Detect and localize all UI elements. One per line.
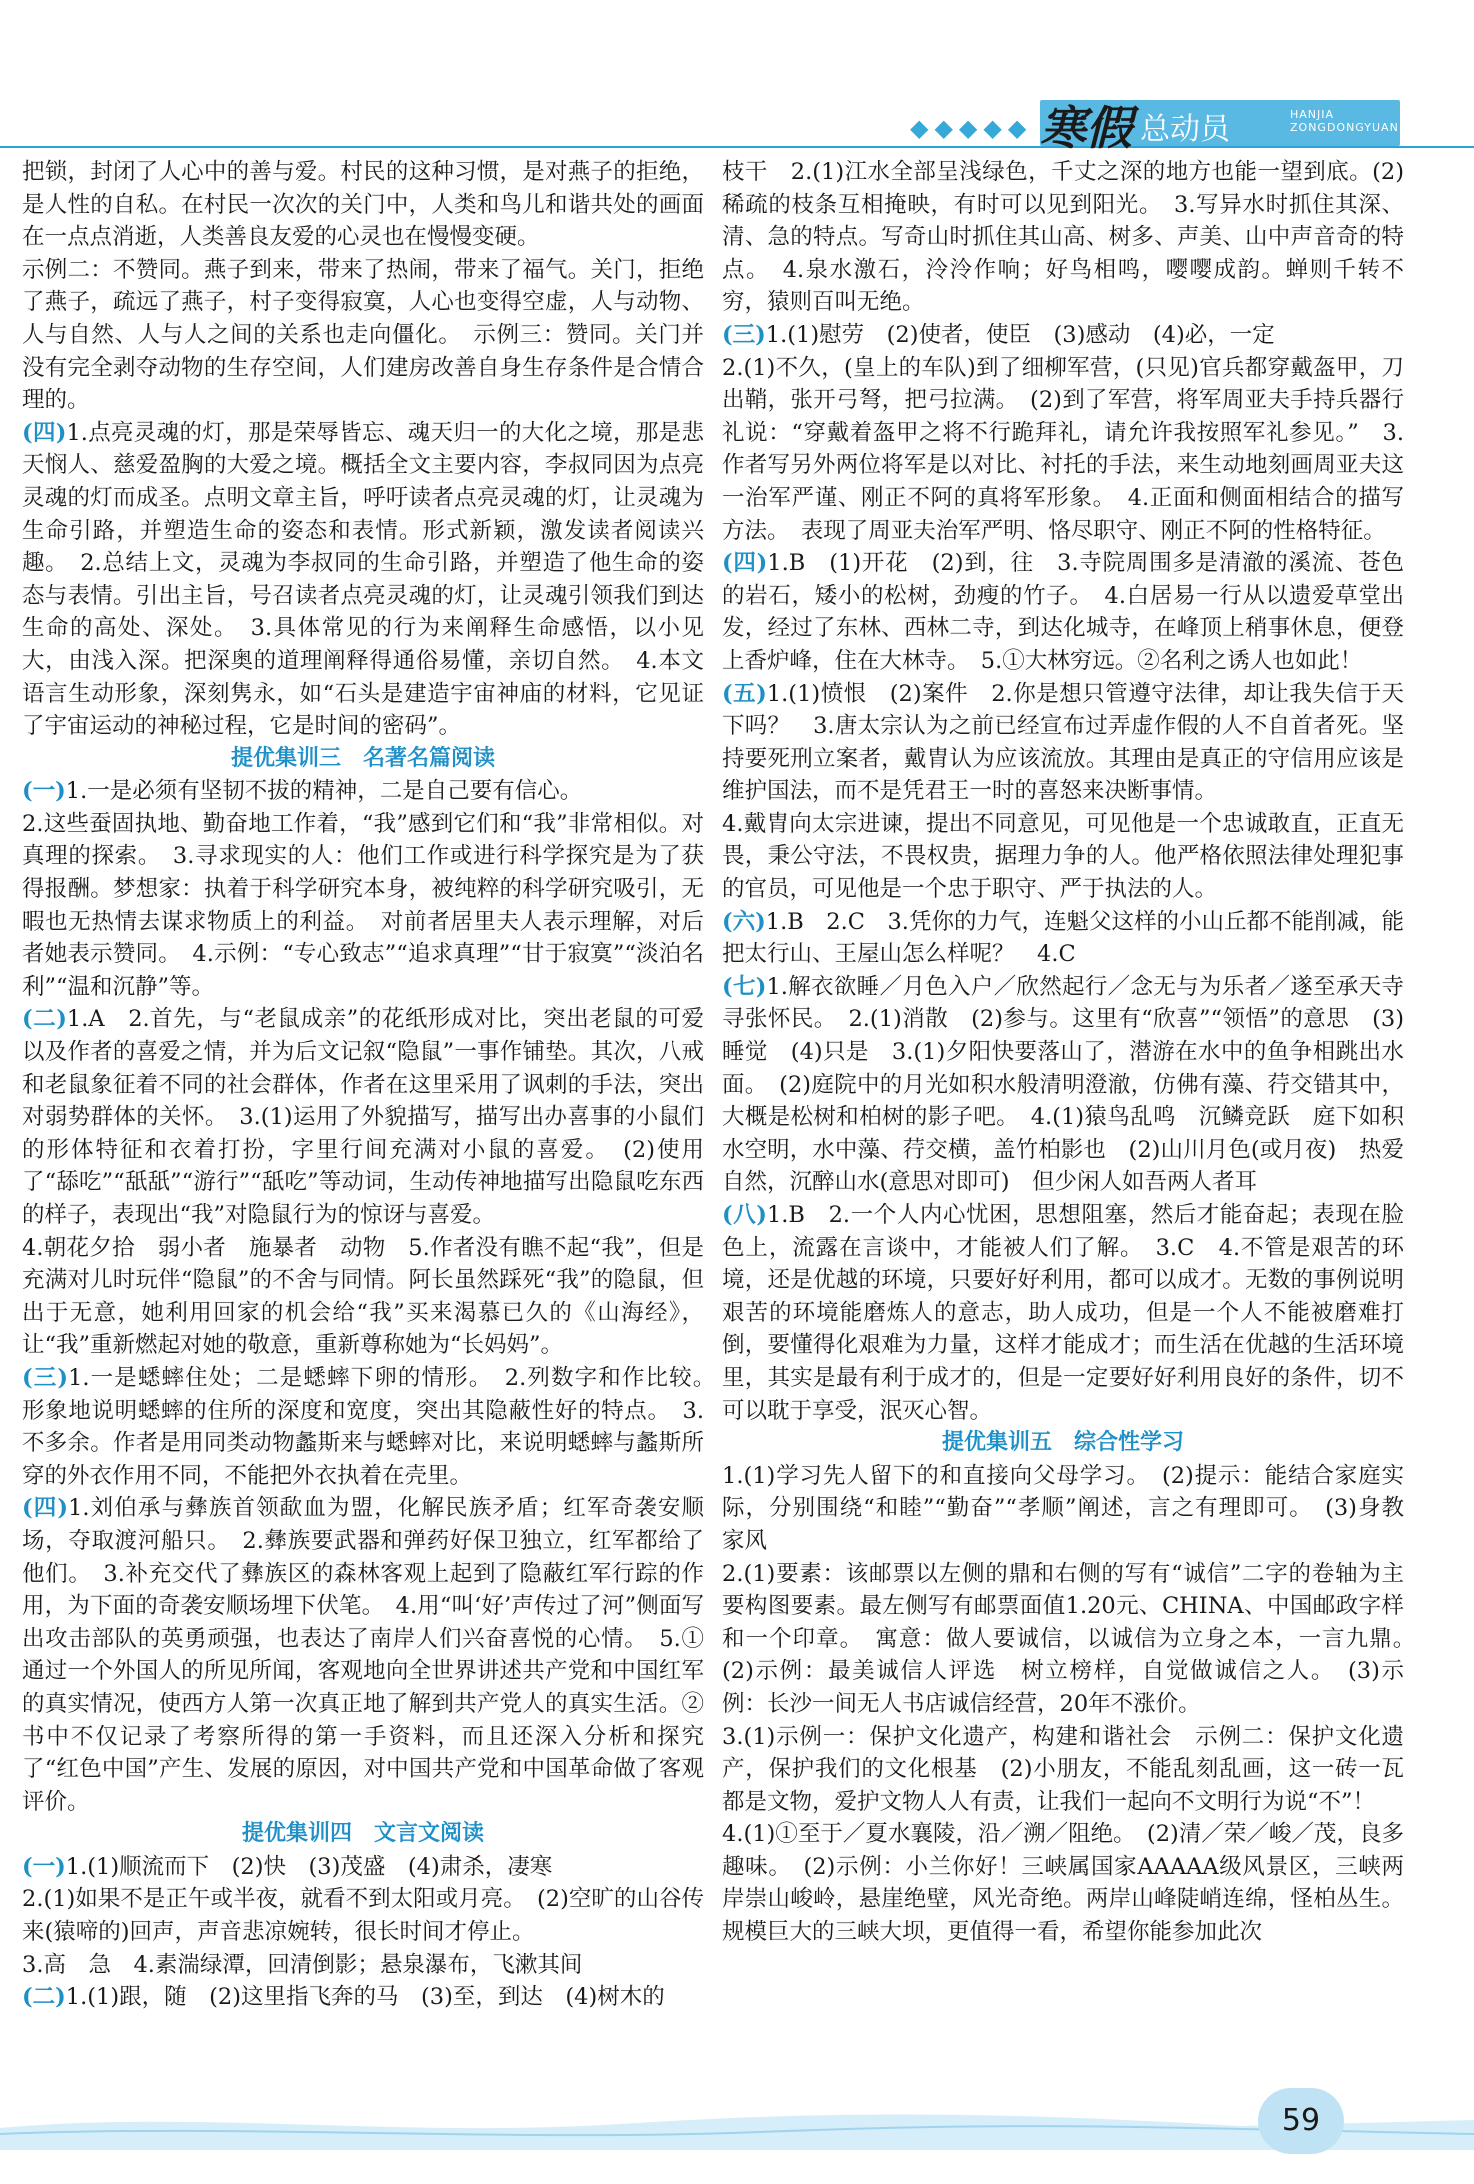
question-label: (一) — [22, 1853, 66, 1880]
answer-paragraph — [722, 319, 1404, 352]
answer-paragraph — [722, 808, 1404, 906]
answer-paragraph — [22, 775, 704, 808]
answer-text: 枝干 2.(1)江水全部呈浅绿色，千丈之深的地方也能一望到底。(2)稀疏的枝条互相掩映，有时可以见到阳光。 3.写异水时抓住其深、清、急的特点。写奇山时抓住其山高、树多、声美、山中声音奇的特点。 4.泉水激石，泠泠作响；好鸟相鸣，嘤嘤成韵。蝉则千转不穷，猿则百叫无绝。 — [722, 159, 1404, 316]
answer-paragraph — [22, 1851, 704, 1884]
section-heading: 提优集训五 综合性学习 — [941, 1430, 1184, 1456]
answer-paragraph — [722, 352, 1404, 548]
question-label: (四) — [22, 419, 67, 446]
answer-text: 2.(1)要素：该邮票以左侧的鼎和右侧的写有“诚信”二字的卷轴为主要构图要素。最左侧写有邮票面值1.20元、CHINA、中国邮政字样和一个印章。 寓意：做人要诚信，以诚信为立身之本，一言九鼎。 (2)示例：最美诚信人评选 树立榜样，自觉做诚信之人。 (3)示例：长沙一间无人书店诚信经营，20年不涨价。 — [722, 1560, 1427, 1717]
answer-text: 4.朝花夕拾 弱小者 施暴者 动物 5.作者没有瞧不起“我”，但是充满对儿时玩伴“隐鼠”的不舍与同情。阿长虽然踩死“我”的隐鼠，但出于无意，她利用回家的机会给“我”买来渴慕已久的《山海经》，让“我”重新燃起对她的敬意，重新尊称她为“长妈妈”。 — [22, 1234, 704, 1359]
question-label: (七) — [722, 973, 767, 1000]
answer-text: 1.(1)学习先人留下的和直接向父母学习。 (2)提示：能结合家庭实际，分别围绕“和睦”“勤奋”“孝顺”阐述，言之有理即可。 (3)身教 家风 — [722, 1462, 1427, 1554]
answer-paragraph — [22, 808, 704, 1004]
question-label: (一) — [22, 778, 66, 805]
question-label: (五) — [722, 680, 767, 707]
answer-text: 3.(1)示例一：保护文化遗产，构建和谐社会 示例二：保护文化遗产，保护我们的文化根基 (2)小朋友，不能乱刻乱画，这一砖一瓦都是文物，爱护文物人人有责，让我们一起向不文明行为说“不”！ — [722, 1723, 1404, 1815]
answer-paragraph — [722, 156, 1404, 319]
answer-paragraph — [722, 906, 1404, 971]
footer-wave — [0, 2090, 1474, 2150]
question-label: (三) — [722, 321, 766, 348]
answer-text: 1.解衣欲睡／月色入户／欣然起行／念无与为乐者／遂至承天寺寻张怀民。 2.(1)消散 (2)参与。这里有“欣喜”“领悟”的意思 (3)睡觉 (4)只是 3.(1)夕阳快要落山了，潜游在水中的鱼争相跳出水面。 (2)庭院中的月光如积水般清明澄澈，仿佛有藻、荇交错其中，大概是松树和柏树的影子吧。 4.(1)猿鸟乱鸣 沉鳞竞跃 庭下如积水空明，水中藻、荇交横，盖竹柏影也 (2)山川月色(或月夜) 热爱自然，沉醉山水(意思对即可) 但少闲人如吾两人者耳 — [722, 973, 1405, 1196]
answer-paragraph — [722, 1721, 1404, 1819]
answer-text: 1.(1)慰劳 (2)使者，使臣 (3)感动 (4)必，一定 — [765, 321, 1275, 348]
question-label: (八) — [722, 1202, 767, 1228]
question-label: (四) — [22, 1495, 69, 1522]
answer-text: 2.(1)不久，(皇上的车队)到了细柳军营，(只见)官兵都穿戴盔甲，刀出鞘，张开弓弩，把弓拉满。 (2)到了军营，将军周亚夫手持兵器行礼说：“穿戴着盔甲之将不行跪拜礼，请允许我按照军礼参见。” 3.作者写另外两位将军是以对比、衬托的手法，来生动地刻画周亚夫这一治军严谨、刚正不阿的真将军形象。 4.正面和侧面相结合的描写方法。 表现了周亚夫治军严明、恪尽职守、刚正不阿的性格特征。 — [722, 354, 1404, 544]
header-title: 寒假 — [1040, 101, 1132, 155]
answer-text: 1.A 2.首先，与“老鼠成亲”的花纸形成对比，突出老鼠的可爱以及作者的喜爱之情，并为后文记叙“隐鼠”一事作铺垫。其次，八戒和老鼠象征着不同的社会群体，作者在这里采用了讽刺的手法，突出对弱势群体的关怀。 3.(1)运用了外貌描写，描写出办喜事的小鼠们的形体特征和衣着打扮，字里行间充满对小鼠的喜爱。 (2)使用了“舔吃”“舐舐”“游行”“舐吃”等动词，生动传神地描写出隐鼠吃东西的样子，表现出“我”对隐鼠行为的惊讶与喜爱。 — [22, 1006, 704, 1228]
header-pinyin — [1290, 108, 1399, 134]
header-rule — [0, 146, 1474, 148]
answer-text: 1.B (1)开花 (2)到，往 3.寺院周围多是清澈的溪流、苍色的岩石，矮小的松树，劲瘦的竹子。 4.白居易一行从以遗爱草堂出发，经过了东林、西林二寺，到达化城寺，在峰顶上稍事休息，便登上香炉峰，住在大林寺。 5.①大林穷远。②名利之诱人也如此！ — [722, 550, 1404, 674]
answer-paragraph — [722, 547, 1404, 677]
answer-text: 3.高 急 4.素湍绿潭，回清倒影；悬泉瀑布，飞漱其间 — [22, 1951, 583, 1978]
answer-paragraph — [22, 417, 704, 743]
question-label: (四) — [722, 550, 768, 577]
answer-paragraph — [22, 1003, 704, 1231]
answer-text: 1.(1)愤恨 (2)案件 2.你是想只管遵守法律，却让我失信于天下吗？ 3.唐太宗认为之前已经宣布过弄虚作假的人不自首者死。坚持要死刑立案者，戴胄认为应该流放。其理由是真正的守信用应该是维护国法，而不是凭君王一时的喜怒来决断事情。 — [722, 680, 1404, 805]
answer-paragraph — [22, 254, 704, 417]
answer-text: 1.刘伯承与彝族首领歃血为盟，化解民族矛盾；红军奇袭安顺场，夺取渡河船只。 2.彝族要武器和弹药好保卫独立，红军都给了他们。 3.补充交代了彝族区的森林客观上起到了隐蔽红军行踪的作用，为下面的奇袭安顺场埋下伏笔。 4.用“叫‘好’声传过了河”侧面写出攻击部队的英勇顽强，也表达了南岸人们兴奋喜悦的心情。 5.①通过一个外国人的所见所闻，客观地向全世界讲述共产党和中国红军的真实情况，使西方人第一次真正地了解到共产党人的真实生活。②书中不仅记录了考察所得的第一手资料，而且还深入分析和探究了“红色中国”产生、发展的原因，对中国共产党和中国革命做了客观评价。 — [22, 1495, 704, 1815]
answer-text: 把锁，封闭了人心中的善与爱。村民的这种习惯，是对燕子的拒绝，是人性的自私。在村民一次次的关门中，人类和鸟儿和谐共处的画面在一点点消逝，人类善良友爱的心灵也在慢慢变硬。 — [22, 159, 704, 251]
header-subtitle: 总动员 — [1140, 112, 1230, 147]
answer-paragraph — [722, 678, 1404, 808]
question-label: (二) — [22, 1006, 67, 1033]
answer-text: 示例二：不赞同。燕子到来，带来了热闹，带来了福气。关门，拒绝了燕子，疏远了燕子，村子变得寂寞，人心也变得空虚，人与动物、人与自然、人与人之间的关系也走向僵化。 示例三：赞同。关门并没有完全剥夺动物的生存空间，人们建房改善自身生存条件是合情合理的。 — [22, 256, 704, 414]
answer-paragraph — [22, 1232, 704, 1362]
answer-paragraph — [722, 1818, 1404, 1948]
answer-text: 1.一是蟋蟀住处；二是蟋蟀下卵的情形。 2.列数字和作比较。 形象地说明蟋蟀的住所的深度和宽度，突出其隐蔽性好的特点。 3.不多余。作者是用同类动物蠡斯来与蟋蟀对比，来说明蟋蟀与蠡斯所穿的外衣作用不同，不能把外衣执着在壳里。 — [22, 1364, 727, 1489]
answer-paragraph — [22, 1492, 704, 1818]
section-heading: 提优集训三 名著名篇阅读 — [230, 745, 495, 771]
answer-paragraph — [22, 1362, 727, 1492]
answer-text: 1.(1)跟，随 (2)这里指飞奔的马 (3)至，到达 (4)树木的 — [65, 1984, 665, 2011]
answer-text: 2.这些蚕固执地、勤奋地工作着，“我”感到它们和“我”非常相似。对真理的探索。 3.寻求现实的人：他们工作或进行科学探究是为了获得报酬。梦想家：执着于科学研究本身，被纯粹的科学研究吸引，无暇也无热情去谋求物质上的利益。 对前者居里夫人表示理解，对后者她表示赞同。 4.示例：“专心致志”“追求真理”“甘于寂寞”“淡泊名利”“温和沉静”等。 — [22, 810, 704, 1000]
answer-text: 4.(1)①至于／夏水襄陵，沿／溯／阻绝。 (2)清／荣／峻／茂，良多趣味。 (2)示例：小兰你好！三峡属国家AAAAA级风景区，三峡两岸崇山峻岭，悬崖绝壁，风光奇绝。两岸山峰陡峭连绵，怪柏丛生。规模巨大的三峡大坝，更值得一看，希望你能参加此次 — [722, 1821, 1404, 1946]
question-label: (二) — [22, 1984, 66, 2011]
answer-text: 1.(1)顺流而下 (2)快 (3)茂盛 (4)肃杀，凄寒 — [65, 1853, 553, 1880]
answer-paragraph — [722, 1558, 1427, 1721]
answer-paragraph — [722, 1199, 1404, 1427]
left-column — [22, 156, 727, 2014]
answer-text: 4.戴胄向太宗进谏，提出不同意见，可见他是一个忠诚敢直，正直无畏，秉公守法，不畏权贵，据理力争的人。他严格依照法律处理犯事的官员，可见他是一个忠于职守、严于执法的人。 — [722, 810, 1404, 903]
header-pinyin-top: HANJIA — [1290, 108, 1335, 121]
header-pinyin-bottom: ZONGDONGYUAN — [1290, 121, 1399, 134]
right-column — [722, 156, 1427, 1949]
answer-paragraph — [22, 1883, 704, 1948]
header-dots: ◆◆◆◆◆ — [910, 114, 1033, 142]
answer-text: 2.(1)如果不是正午或半夜，就看不到太阳或月亮。 (2)空旷的山谷传来(猿啼的)回声，声音悲凉婉转，很长时间才停止。 — [22, 1886, 704, 1946]
section-heading: 提优集训四 文言文阅读 — [241, 1821, 484, 1847]
answer-text: 1.点亮灵魂的灯，那是荣辱皆忘、魂天归一的大化之境，那是悲天悯人、慈爱盈胸的大爱之境。概括全文主要内容，李叔同因为点亮灵魂的灯而成圣。点明文章主旨，呼吁读者点亮灵魂的灯，让灵魂为生命引路，并塑造生命的姿态和表情。形式新颖，激发读者阅读兴趣。 2.总结上文，灵魂为李叔同的生命引路，并塑造了他生命的姿态与表情。引出主旨，号召读者点亮灵魂的灯，让灵魂引领我们到达生命的高处、深处。 3.具体常见的行为来阐释生命感悟，以小见大，由浅入深。把深奥的道理阐释得通俗易懂，亲切自然。 4.本文语言生动形象，深刻隽永，如“石头是建造宇宙神庙的材料，它见证了宇宙运动的神秘过程，它是时间的密码”。 — [22, 419, 705, 740]
answer-paragraph — [22, 1981, 704, 2014]
answer-paragraph — [22, 1949, 704, 1982]
answer-paragraph — [722, 1460, 1427, 1558]
answer-text: 1.B 2.一个人内心忧困，思想阻塞，然后才能奋起；表现在脸色上，流露在言谈中，才能被人们了解。 3.C 4.不管是艰苦的环境，还是优越的环境，只要好好利用，都可以成才。无数的事例说明艰苦的环境能磨炼人的意志，助人成功，但是一个人不能被磨难打倒，要懂得化艰难为力量，这样才能成才；而生活在优越的生活环境里，其实是最有利于成才的，但是一定要好好利用良好的条件，切不可以耽于享受，泯灭心智。 — [722, 1202, 1404, 1424]
answer-paragraph — [722, 971, 1404, 1199]
page-number: 59 — [1258, 2088, 1344, 2154]
answer-text: 1.一是必须有坚韧不拔的精神，二是自己要有信心。 — [65, 778, 583, 805]
question-label: (六) — [722, 908, 766, 935]
question-label: (三) — [22, 1364, 69, 1391]
answer-text: 1.B 2.C 3.凭你的力气，连魁父这样的小山丘都不能削减，能把太行山、王屋山怎么样呢？ 4.C — [722, 908, 1404, 968]
answer-paragraph — [22, 156, 704, 254]
